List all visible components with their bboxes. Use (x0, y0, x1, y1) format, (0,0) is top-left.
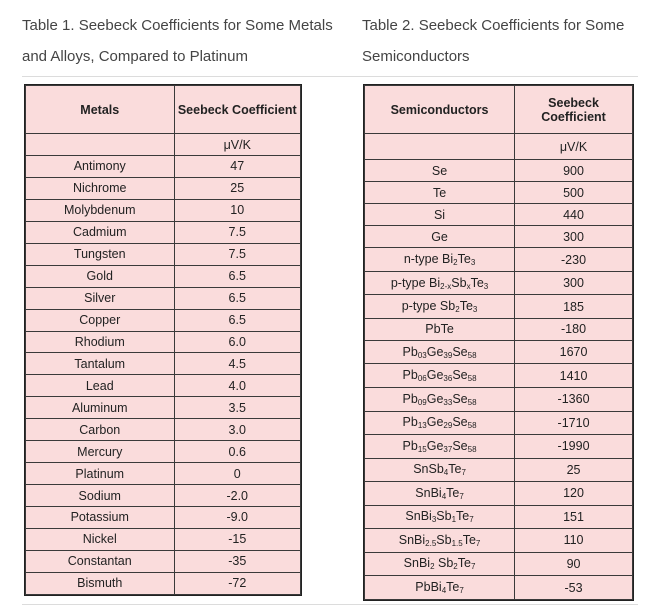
table-row (26, 419, 301, 441)
seebeck-value-cell: 0.6 (174, 441, 301, 463)
formula-part: Ge (426, 391, 444, 406)
seebeck-value-cell: 7.5 (174, 243, 301, 265)
metal-name-cell: Carbon (26, 419, 175, 441)
semiconductor-name-cell (365, 318, 515, 340)
formula-subscript: 2 (453, 258, 458, 268)
table-row (26, 507, 301, 529)
table-row (26, 441, 301, 463)
formula-subscript: 1 (451, 515, 457, 525)
metals-table-container (24, 84, 302, 596)
seebeck-value-cell: 6.5 (174, 265, 301, 287)
formula-part: Ge (431, 229, 448, 244)
formula-part: Te (457, 556, 471, 571)
formula-part: Te (462, 532, 476, 547)
table-row (365, 340, 633, 364)
divider-bottom (22, 604, 638, 605)
formula-subscript: 2 (453, 562, 458, 572)
semiconductor-name-cell (365, 411, 515, 435)
formula-subscript: 06 (417, 374, 427, 384)
table-row (26, 397, 301, 419)
seebeck-value-cell: -15 (174, 528, 301, 550)
formula-subscript: x (466, 281, 471, 291)
table-row (26, 265, 301, 287)
formula-subscript: 3 (472, 305, 478, 315)
semiconductor-name-cell (365, 295, 515, 319)
metal-name-cell: Platinum (26, 463, 175, 485)
metals-table-body (26, 156, 301, 595)
metals-table (25, 85, 301, 595)
semiconductor-name-cell (365, 458, 515, 482)
table-row (26, 331, 301, 353)
semiconductor-name-cell (365, 529, 515, 553)
formula-subscript: 3 (483, 281, 489, 291)
seebeck-value-cell: 25 (515, 458, 633, 482)
semiconductor-name-cell (365, 364, 515, 388)
semiconductor-name-cell (365, 435, 515, 459)
formula-subscript: 2-x (440, 281, 452, 291)
table-row (365, 204, 633, 226)
seebeck-value-cell: -2.0 (174, 485, 301, 507)
formula-subscript: 03 (417, 350, 427, 360)
metal-name-cell: Constantan (26, 550, 175, 572)
unit-row-blank (26, 134, 175, 156)
formula-part: p-type Bi (390, 275, 441, 290)
formula-part: Te (470, 275, 484, 290)
seebeck-value-cell: -35 (174, 550, 301, 572)
formula-subscript: 58 (467, 444, 477, 454)
formula-part: Te (456, 509, 470, 524)
formula-part: Sb (436, 509, 452, 524)
formula-part: Sb (436, 532, 452, 547)
table-row (365, 387, 633, 411)
formula-part: Pb (402, 438, 418, 453)
table-row (26, 177, 301, 199)
formula-part: Se (452, 391, 468, 406)
formula-subscript: 58 (467, 350, 477, 360)
table-row (365, 226, 633, 248)
seebeck-header: Seebeck Coefficient (515, 86, 633, 134)
seebeck-value-cell: -1710 (515, 411, 633, 435)
semiconductor-name-cell (365, 248, 515, 272)
formula-subscript: 36 (443, 374, 453, 384)
table-row (26, 572, 301, 594)
metal-name-cell: Lead (26, 375, 175, 397)
seebeck-value-cell: 300 (515, 226, 633, 248)
seebeck-value-cell: 25 (174, 177, 301, 199)
metal-name-cell: Copper (26, 309, 175, 331)
table-row (365, 552, 633, 576)
table-row (365, 248, 633, 272)
metal-name-cell: Silver (26, 287, 175, 309)
seebeck-value-cell: -1360 (515, 387, 633, 411)
table-row (26, 528, 301, 550)
semiconductor-name-cell (365, 576, 515, 600)
metal-name-cell: Aluminum (26, 397, 175, 419)
seebeck-value-cell: 3.5 (174, 397, 301, 419)
semiconductor-name-cell (365, 204, 515, 226)
metals-header: Metals (26, 86, 175, 134)
table-2-caption: Table 2. Seebeck Coefficients for Some Semiconductors (362, 17, 625, 65)
seebeck-value-cell: 1670 (515, 340, 633, 364)
table-row (26, 309, 301, 331)
formula-part: SnSb (413, 462, 444, 477)
semiconductor-name-cell (365, 552, 515, 576)
formula-part: Sb (451, 275, 467, 290)
formula-part: Te (446, 580, 460, 595)
formula-subscript: 58 (467, 421, 477, 431)
formula-subscript: 7 (459, 586, 464, 596)
formula-subscript: 58 (467, 397, 477, 407)
seebeck-value-cell: 7.5 (174, 221, 301, 243)
formula-subscript: 2 (430, 562, 435, 572)
formula-part: Si (433, 207, 446, 222)
metal-name-cell: Sodium (26, 485, 175, 507)
table-row (365, 529, 633, 553)
seebeck-header: Seebeck Coefficient (174, 86, 301, 134)
formula-part: Ge (426, 344, 444, 359)
formula-part: Ge (426, 438, 444, 453)
seebeck-value-cell: 440 (515, 204, 633, 226)
semiconductor-name-cell (365, 271, 515, 295)
semiconductors-table-container (363, 84, 634, 601)
table-1-caption: Table 1. Seebeck Coefficients for Some Metals and Alloys, Compared to Platinum (22, 17, 333, 65)
formula-subscript: 4 (441, 586, 447, 596)
unit-cell: μV/K (515, 134, 633, 160)
formula-subscript: 7 (461, 468, 466, 478)
formula-part: SnBi (415, 485, 442, 500)
seebeck-value-cell: 500 (515, 182, 633, 204)
semiconductor-name-cell (365, 505, 515, 529)
formula-subscript: 2.5 (425, 538, 437, 548)
metal-name-cell: Potassium (26, 507, 175, 529)
formula-subscript: 3 (431, 515, 437, 525)
formula-subscript: 4 (441, 491, 447, 501)
metal-name-cell: Tungsten (26, 243, 175, 265)
table-row (365, 295, 633, 319)
seebeck-value-cell: 10 (174, 199, 301, 221)
seebeck-value-cell: 90 (515, 552, 633, 576)
semiconductors-table-body (365, 160, 633, 600)
semiconductors-table (364, 85, 633, 600)
formula-part: SnBi (403, 556, 431, 571)
seebeck-value-cell: 6.0 (174, 331, 301, 353)
formula-part: Se (452, 415, 468, 430)
table-row (365, 482, 633, 506)
semiconductor-name-cell (365, 160, 515, 182)
formula-part: SnBi (398, 532, 426, 547)
table-row (365, 576, 633, 600)
semiconductor-name-cell (365, 387, 515, 411)
seebeck-value-cell: -180 (515, 318, 633, 340)
seebeck-value-cell: 4.0 (174, 375, 301, 397)
seebeck-value-cell: -230 (515, 248, 633, 272)
formula-part: Pb (402, 344, 418, 359)
table-row (365, 271, 633, 295)
seebeck-value-cell: -72 (174, 572, 301, 594)
formula-subscript: 29 (443, 421, 453, 431)
unit-row-blank (365, 134, 515, 160)
metal-name-cell: Gold (26, 265, 175, 287)
table-row (365, 411, 633, 435)
formula-subscript: 37 (443, 444, 453, 454)
semiconductors-header: Semiconductors (365, 86, 515, 134)
seebeck-value-cell: 110 (515, 529, 633, 553)
table-row (26, 199, 301, 221)
seebeck-value-cell: -53 (515, 576, 633, 600)
formula-subscript: 7 (459, 491, 464, 501)
formula-subscript: 2 (455, 305, 460, 315)
table-row (26, 550, 301, 572)
metal-name-cell: Nichrome (26, 177, 175, 199)
table-row (26, 353, 301, 375)
formula-part: p-type Sb (401, 299, 456, 314)
formula-part: n-type Bi (403, 252, 454, 267)
formula-subscript: 7 (469, 515, 474, 525)
formula-part: Te (459, 299, 473, 314)
formula-part: Ge (426, 368, 444, 383)
formula-part: Se (431, 163, 448, 178)
formula-subscript: 39 (443, 350, 453, 360)
metal-name-cell: Tantalum (26, 353, 175, 375)
formula-subscript: 09 (417, 397, 427, 407)
formula-part: PbBi (415, 580, 442, 595)
formula-part: Ge (426, 415, 444, 430)
seebeck-value-cell: 47 (174, 156, 301, 178)
formula-part: Se (452, 344, 468, 359)
table-row (365, 364, 633, 388)
formula-subscript: 7 (470, 562, 476, 572)
seebeck-value-cell: 4.5 (174, 353, 301, 375)
formula-part: Sb (434, 556, 454, 571)
seebeck-value-cell: 300 (515, 271, 633, 295)
table-row (365, 318, 633, 340)
seebeck-value-cell: 6.5 (174, 309, 301, 331)
formula-part: Te (432, 185, 447, 200)
seebeck-value-cell: 151 (515, 505, 633, 529)
seebeck-value-cell: -9.0 (174, 507, 301, 529)
formula-subscript: 3 (470, 258, 476, 268)
formula-subscript: 15 (417, 444, 427, 454)
table-row (26, 243, 301, 265)
table-row (365, 458, 633, 482)
formula-part: Te (448, 462, 462, 477)
table-row (26, 463, 301, 485)
metal-name-cell: Nickel (26, 528, 175, 550)
seebeck-value-cell: -1990 (515, 435, 633, 459)
formula-subscript: 7 (475, 538, 481, 548)
table-row (26, 485, 301, 507)
table-row (365, 160, 633, 182)
formula-part: Te (446, 485, 460, 500)
table-row (365, 182, 633, 204)
semiconductor-name-cell (365, 226, 515, 248)
formula-part: Pb (402, 415, 418, 430)
divider-top (22, 76, 638, 77)
formula-part: Te (457, 252, 471, 267)
seebeck-value-cell: 3.0 (174, 419, 301, 441)
formula-part: Se (452, 368, 468, 383)
semiconductor-name-cell (365, 182, 515, 204)
formula-part: Pb (402, 368, 418, 383)
formula-part: SnBi (405, 509, 432, 524)
metal-name-cell: Cadmium (26, 221, 175, 243)
semiconductor-name-cell (365, 340, 515, 364)
seebeck-value-cell: 185 (515, 295, 633, 319)
unit-cell: μV/K (174, 134, 301, 156)
table-row (26, 156, 301, 178)
table-row (26, 287, 301, 309)
formula-subscript: 33 (443, 397, 453, 407)
seebeck-value-cell: 120 (515, 482, 633, 506)
seebeck-value-cell: 0 (174, 463, 301, 485)
metal-name-cell: Rhodium (26, 331, 175, 353)
table-row (26, 375, 301, 397)
formula-subscript: 13 (417, 421, 427, 431)
formula-subscript: 58 (467, 374, 477, 384)
metal-name-cell: Mercury (26, 441, 175, 463)
seebeck-value-cell: 1410 (515, 364, 633, 388)
metal-name-cell: Antimony (26, 156, 175, 178)
formula-part: PbTe (425, 322, 454, 337)
formula-subscript: 1.5 (451, 538, 463, 548)
formula-part: Se (452, 438, 468, 453)
formula-subscript: 4 (443, 468, 449, 478)
table-row (26, 221, 301, 243)
semiconductor-name-cell (365, 482, 515, 506)
metal-name-cell: Molybdenum (26, 199, 175, 221)
table-row (365, 505, 633, 529)
seebeck-value-cell: 6.5 (174, 287, 301, 309)
formula-part: Pb (402, 391, 418, 406)
table-row (365, 435, 633, 459)
seebeck-value-cell: 900 (515, 160, 633, 182)
metal-name-cell: Bismuth (26, 572, 175, 594)
